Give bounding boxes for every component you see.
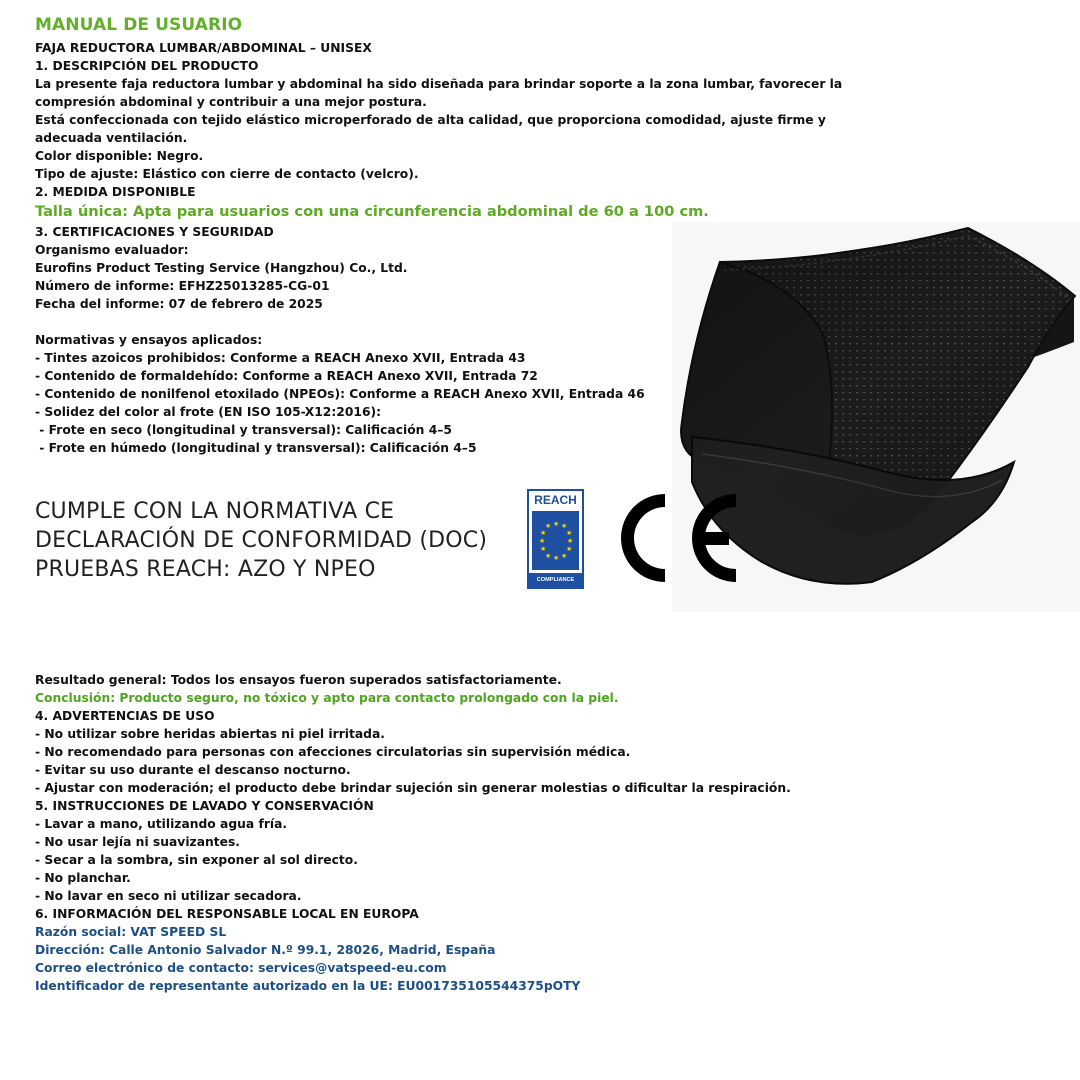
svg-text:★: ★ bbox=[566, 529, 573, 537]
warning-item: - Ajustar con moderación; el producto debe brindar sujeción sin generar molestias o dificultar la respiración. bbox=[35, 781, 791, 795]
conclusion-line: Conclusión: Producto seguro, no tóxico y apto para contacto prolongado con la piel. bbox=[35, 691, 619, 705]
svg-text:★: ★ bbox=[567, 537, 574, 545]
svg-text:★: ★ bbox=[545, 522, 552, 530]
svg-text:★: ★ bbox=[539, 537, 546, 545]
ce-mark-icon bbox=[615, 490, 740, 586]
ce-compliance-line: CUMPLE CON LA NORMATIVA CE bbox=[35, 499, 395, 524]
standard-item: - Tintes azoicos prohibidos: Conforme a REACH Anexo XVII, Entrada 43 bbox=[35, 351, 526, 365]
standard-item: - Contenido de nonilfenol etoxilado (NPEOs): Conforme a REACH Anexo XVII, Entrada 46 bbox=[35, 387, 645, 401]
results-and-instructions-block bbox=[35, 671, 791, 995]
document-title: MANUAL DE USUARIO bbox=[35, 15, 243, 35]
doc-declaration-line: DECLARACIÓN DE CONFORMIDAD (DOC) bbox=[35, 528, 488, 553]
size-line: Talla única: Apta para usuarios con una circunferencia abdominal de 60 a 100 cm. bbox=[35, 203, 709, 220]
fit-type-line: Tipo de ajuste: Elástico con cierre de contacto (velcro). bbox=[35, 167, 419, 181]
product-subtitle: FAJA REDUCTORA LUMBAR/ABDOMINAL – UNISEX bbox=[35, 41, 372, 55]
compliance-statements bbox=[35, 497, 487, 584]
warning-item: - No recomendado para personas con afecciones circulatorias sin supervisión médica. bbox=[35, 745, 631, 759]
ce-mark-logo bbox=[615, 490, 740, 586]
standard-item: - Contenido de formaldehído: Conforme a REACH Anexo XVII, Entrada 72 bbox=[35, 369, 538, 383]
reach-tests-line: PRUEBAS REACH: AZO Y NPEO bbox=[35, 557, 376, 582]
svg-text:★: ★ bbox=[561, 522, 568, 530]
reach-compliance-badge bbox=[527, 489, 584, 589]
care-item: - No usar lejía ni suavizantes. bbox=[35, 835, 240, 849]
company-name-line: Razón social: VAT SPEED SL bbox=[35, 925, 227, 939]
standard-item: - Solidez del color al frote (EN ISO 105-X12:2016): bbox=[35, 405, 382, 419]
reach-badge-title: REACH bbox=[529, 491, 582, 509]
warning-item: - Evitar su uso durante el descanso nocturno. bbox=[35, 763, 351, 777]
section-4-heading: 4. ADVERTENCIAS DE USO bbox=[35, 709, 215, 723]
svg-text:★: ★ bbox=[553, 554, 560, 562]
section-5-heading: 5. INSTRUCCIONES DE LAVADO Y CONSERVACIÓN bbox=[35, 799, 374, 813]
svg-text:★: ★ bbox=[566, 545, 573, 553]
svg-text:★: ★ bbox=[540, 529, 547, 537]
eu-stars-icon bbox=[532, 511, 579, 570]
reach-badge-subtitle: COMPLIANCE bbox=[529, 573, 582, 587]
svg-text:★: ★ bbox=[553, 520, 560, 528]
certification-line: Organismo evaluador: bbox=[35, 243, 189, 257]
description-line: La presente faja reductora lumbar y abdominal ha sido diseñada para brindar soporte a la zona lumbar, favorecer la bbox=[35, 77, 843, 91]
section-2-heading: 2. MEDIDA DISPONIBLE bbox=[35, 185, 196, 199]
svg-text:★: ★ bbox=[561, 552, 568, 560]
standard-item: - Frote en seco (longitudinal y transversal): Calificación 4–5 bbox=[35, 423, 452, 437]
eu-representative-id-line: Identificador de representante autorizado en la UE: EU001735105544375pOTY bbox=[35, 979, 581, 993]
care-item: - Lavar a mano, utilizando agua fría. bbox=[35, 817, 288, 831]
certification-line: Número de informe: EFHZ25013285-CG-01 bbox=[35, 279, 330, 293]
warning-item: - No utilizar sobre heridas abiertas ni piel irritada. bbox=[35, 727, 385, 741]
description-line: compresión abdominal y contribuir a una mejor postura. bbox=[35, 95, 427, 109]
section-6-heading: 6. INFORMACIÓN DEL RESPONSABLE LOCAL EN EUROPA bbox=[35, 907, 419, 921]
description-line: Está confeccionada con tejido elástico microperforado de alta calidad, que proporciona comodidad, ajuste firme y bbox=[35, 113, 826, 127]
certification-line: Fecha del informe: 07 de febrero de 2025 bbox=[35, 297, 323, 311]
color-line: Color disponible: Negro. bbox=[35, 149, 204, 163]
section-3-heading: 3. CERTIFICACIONES Y SEGURIDAD bbox=[35, 225, 274, 239]
care-item: - No lavar en seco ni utilizar secadora. bbox=[35, 889, 302, 903]
description-line: adecuada ventilación. bbox=[35, 131, 188, 145]
care-item: - Secar a la sombra, sin exponer al sol directo. bbox=[35, 853, 358, 867]
eu-flag-icon bbox=[532, 511, 579, 570]
svg-text:★: ★ bbox=[540, 545, 547, 553]
certification-line: Eurofins Product Testing Service (Hangzhou) Co., Ltd. bbox=[35, 261, 408, 275]
general-result-line: Resultado general: Todos los ensayos fueron superados satisfactoriamente. bbox=[35, 673, 562, 687]
address-line: Dirección: Calle Antonio Salvador N.º 99.1, 28026, Madrid, España bbox=[35, 943, 496, 957]
standards-heading: Normativas y ensayos aplicados: bbox=[35, 333, 263, 347]
care-item: - No planchar. bbox=[35, 871, 131, 885]
section-1-heading: 1. DESCRIPCIÓN DEL PRODUCTO bbox=[35, 59, 259, 73]
standard-item: - Frote en húmedo (longitudinal y transversal): Calificación 4–5 bbox=[35, 441, 477, 455]
svg-text:★: ★ bbox=[545, 552, 552, 560]
contact-email-line: Correo electrónico de contacto: services@vatspeed-eu.com bbox=[35, 961, 447, 975]
